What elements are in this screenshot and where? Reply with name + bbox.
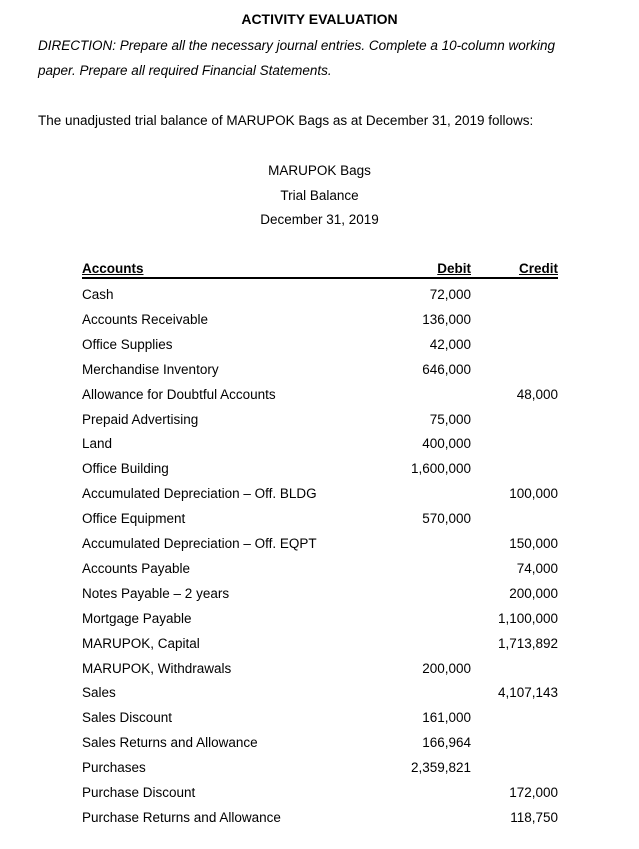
account-name: Land (82, 436, 113, 452)
account-name: Sales Returns and Allowance (82, 735, 258, 751)
credit-amount: 1,100,000 (497, 610, 558, 626)
account-name: Office Supplies (82, 336, 173, 352)
table-row (82, 735, 558, 755)
table-row (82, 636, 558, 656)
account-name: Accumulated Depreciation – Off. BLDG (82, 486, 317, 502)
page-title: ACTIVITY EVALUATION (241, 11, 398, 27)
credit-amount: 172,000 (509, 785, 558, 800)
account-name: Accounts Receivable (82, 311, 209, 327)
table-row (82, 461, 558, 481)
intro-text: The unadjusted trial balance of MARUPOK Bags as at December 31, 2019 follows: (38, 113, 534, 128)
report-date: December 31, 2019 (260, 212, 379, 227)
account-name: Sales Discount (82, 710, 173, 726)
debit-amount: 75,000 (429, 411, 471, 427)
table-row (82, 810, 558, 830)
debit-amount: 161,000 (422, 710, 471, 726)
table-row (82, 760, 558, 780)
table-row (82, 586, 558, 606)
credit-header: Credit (518, 261, 558, 276)
table-row (82, 362, 558, 382)
debit-amount: 400,000 (422, 436, 471, 452)
credit-amount: 4,107,143 (497, 685, 558, 701)
account-name: Accumulated Depreciation – Off. EQPT (82, 536, 317, 551)
credit-amount: 1,713,892 (497, 635, 558, 651)
table-row (82, 337, 558, 357)
debit-amount: 166,964 (422, 735, 471, 751)
credit-amount: 118,750 (510, 809, 558, 825)
table-row (82, 387, 558, 407)
account-name: Notes Payable – 2 years (82, 585, 230, 601)
account-name: MARUPOK, Withdrawals (82, 660, 232, 676)
account-name: Office Building (82, 461, 169, 477)
table-row (82, 710, 558, 730)
direction-line-1: DIRECTION: Prepare all the necessary journal entries. Complete a 10-column working (38, 38, 555, 53)
credit-amount: 150,000 (509, 536, 558, 551)
table-row (82, 785, 558, 805)
table-row (82, 312, 558, 332)
table-row (82, 611, 558, 631)
account-name: Merchandise Inventory (82, 361, 219, 377)
table-row (82, 661, 558, 681)
credit-amount: 100,000 (509, 486, 558, 502)
credit-amount: 48,000 (516, 386, 558, 402)
debit-amount: 72,000 (429, 287, 471, 302)
credit-amount: 200,000 (509, 585, 558, 601)
debit-header: Debit (437, 261, 471, 276)
company-name: MARUPOK Bags (268, 163, 371, 178)
table-row (82, 685, 558, 705)
credit-amount: 74,000 (516, 560, 558, 576)
account-name: Accounts Payable (82, 560, 191, 576)
account-name: Cash (82, 287, 114, 302)
account-name: Sales (82, 685, 116, 701)
account-name: MARUPOK, Capital (82, 635, 200, 651)
header-rule (82, 277, 558, 279)
table-row (82, 561, 558, 581)
table-row (82, 412, 558, 432)
debit-amount: 136,000 (422, 311, 471, 327)
accounts-header: Accounts (82, 261, 144, 276)
account-name: Purchases (82, 760, 146, 776)
table-row (82, 436, 558, 456)
report-name: Trial Balance (280, 188, 359, 203)
account-name: Allowance for Doubtful Accounts (82, 386, 276, 402)
debit-amount: 2,359,821 (410, 760, 471, 776)
debit-amount: 646,000 (422, 361, 471, 377)
account-name: Mortgage Payable (82, 610, 192, 626)
debit-amount: 42,000 (429, 336, 471, 352)
table-row (82, 486, 558, 506)
table-row (82, 287, 558, 307)
account-name: Office Equipment (82, 511, 186, 527)
table-row (82, 511, 558, 531)
table-row (82, 536, 558, 556)
account-name: Purchase Discount (82, 785, 196, 800)
debit-amount: 570,000 (422, 511, 471, 527)
direction-line-2: paper. Prepare all required Financial Statements. (38, 63, 332, 78)
account-name: Prepaid Advertising (82, 411, 199, 427)
account-name: Purchase Returns and Allowance (82, 809, 281, 825)
debit-amount: 200,000 (422, 660, 471, 676)
debit-amount: 1,600,000 (410, 461, 471, 477)
